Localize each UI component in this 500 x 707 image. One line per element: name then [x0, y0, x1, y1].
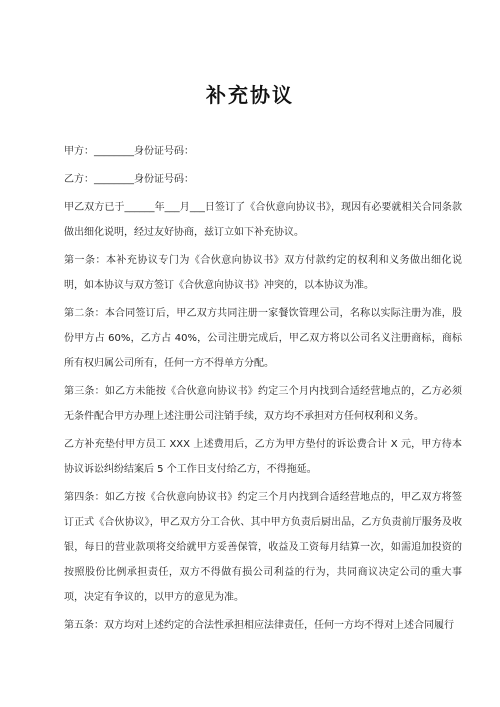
document-body: [64, 139, 462, 641]
article-3: 第三条：如乙方未能按《合伙意向协议书》约定三个月内找到合适经营地点的，乙方必须无条件配合甲方办理上述注册公司注销手续，双方均不承担对方任何权利和义务。: [64, 386, 462, 422]
party-a-line: 甲方：________身份证号码：: [64, 146, 194, 157]
intro-paragraph: 甲乙双方已于______年___月___日签订了《合伙意向协议书》，现因有必要就相关合同条款做出细化说明，经过友好协商，兹订立如下补充协议。: [64, 202, 462, 238]
article-5: 第五条：双方均对上述约定的合法性承担相应法律责任，任何一方均不得对上述合同履行: [64, 620, 454, 631]
article-4: 第四条：如乙方按《合伙意向协议书》约定三个月内找到合适经营地点的，甲乙双方将签订正式《合伙协议》，甲乙双方分工合伙、其中甲方负责后厨出品，乙方负责前厅服务及收银，每日的营业款项将交给就甲方妥善保管，收益及工资每月结算一次，如需追加投资的按照股份比例承担责任，双方不得做有损公司利益的行为，共同商议决定公司的重大事项，决定有争议的，以甲方的意见为准。: [64, 492, 462, 603]
supplement-paragraph: 乙方补充垫付甲方员工 XXX 上述费用后，乙方为甲方垫付的诉讼费合计 X 元，甲方待本协议诉讼纠纷结案后 5 个工作日支付给乙方，不得拖延。: [64, 439, 462, 475]
document-title: 补充协议: [206, 83, 294, 107]
article-2: 第二条：本合同签订后，甲乙双方共同注册一家餐饮管理公司，名称以实际注册为准，股份甲方占 60%，乙方占 40%，公司注册完成后，甲乙双方将以公司名义注册商标，商标所有权归属公司所有，任何一方不得单方分配。: [64, 308, 462, 369]
party-b-line: 乙方：________身份证号码：: [64, 174, 194, 185]
article-1: 第一条：本补充协议专门为《合伙意向协议书》双方付款约定的权利和义务做出细化说明，如本协议与双方签订《合伙意向协议书》冲突的，以本协议为准。: [64, 255, 462, 291]
